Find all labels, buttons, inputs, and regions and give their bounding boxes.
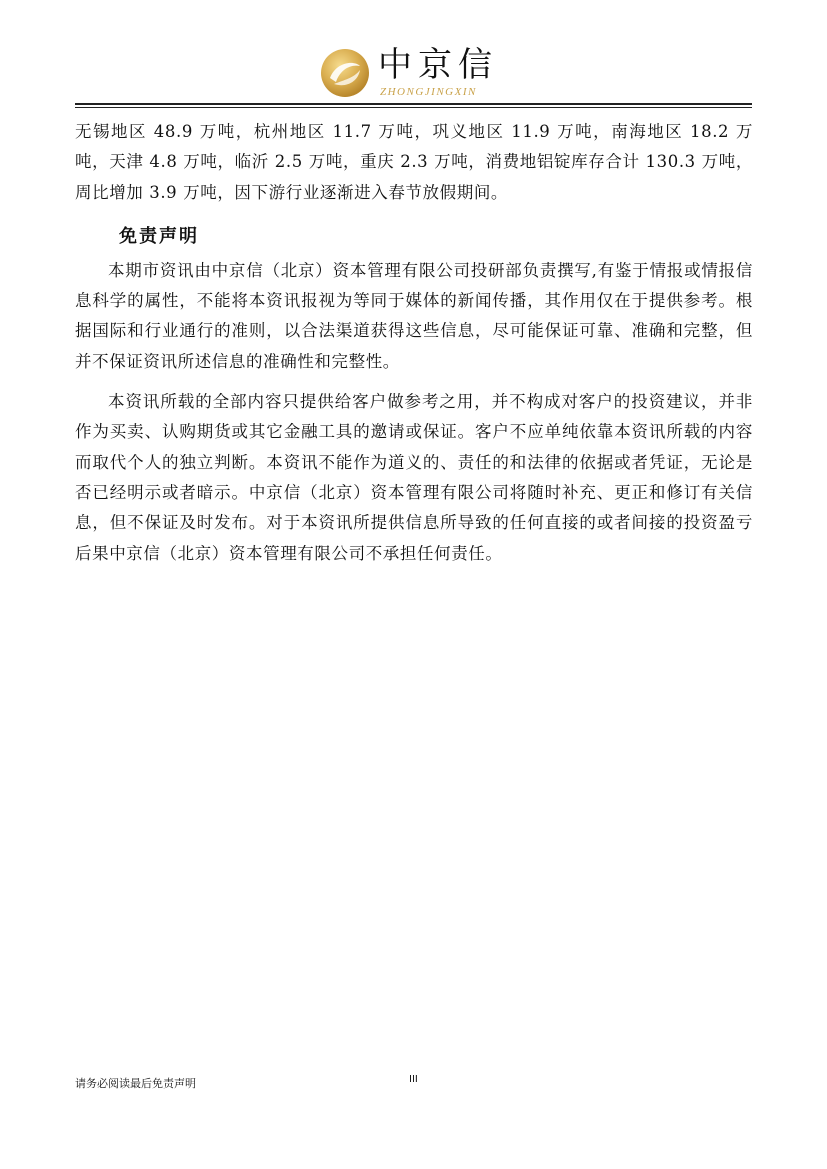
logo-english-name: ZHONGJINGXIN xyxy=(380,86,477,98)
logo-chinese-name: 中京信 xyxy=(378,45,498,85)
company-logo xyxy=(320,45,515,105)
continued-paragraph: 无锡地区 48.9 万吨，杭州地区 11.7 万吨，巩义地区 11.9 万吨，南海地区 18.2 万吨，天津 4.8 万吨，临沂 2.5 万吨，重庆 2.3 万吨，消费地铝锭库存合计 130.3 万吨，周比增加 3.9 万吨，因下游行业逐渐进入春节放假期间。 xyxy=(75,122,753,202)
page-header xyxy=(0,0,827,110)
document-body xyxy=(75,117,753,569)
disclaimer-paragraph-2: 本资讯所载的全部内容只提供给客户做参考之用，并不构成对客户的投资建议，并非作为买卖、认购期货或其它金融工具的邀请或保证。客户不应单纯依靠本资讯所载的内容而取代个人的独立判断。本资讯不能作为道义的、责任的和法律的依据或者凭证，无论是否已经明示或者暗示。中京信（北京）资本管理有限公司将随时补充、更正和修订有关信息，但不保证及时发布。对于本资讯所提供信息所导致的任何直接的或者间接的投资盈亏后果中京信（北京）资本管理有限公司不承担任何责任。 xyxy=(75,392,753,563)
gold-swirl-circle-icon xyxy=(320,48,370,98)
disclaimer-title: 免责声明 xyxy=(119,225,199,247)
header-rule-thick xyxy=(75,103,752,105)
page-number: III xyxy=(409,1074,418,1085)
disclaimer-paragraph-1: 本期市资讯由中京信（北京）资本管理有限公司投研部负责撰写,有鉴于情报或情报信息科学的属性，不能将本资讯报视为等同于媒体的新闻传播，其作用仅在于提供参考。根据国际和行业通行的准则，以合法渠道获得这些信息，尽可能保证可靠、准确和完整，但并不保证资讯所述信息的准确性和完整性。 xyxy=(75,260,753,371)
header-rule-thin xyxy=(75,107,752,108)
footer-note: 请务必阅读最后免责声明 xyxy=(75,1077,196,1090)
